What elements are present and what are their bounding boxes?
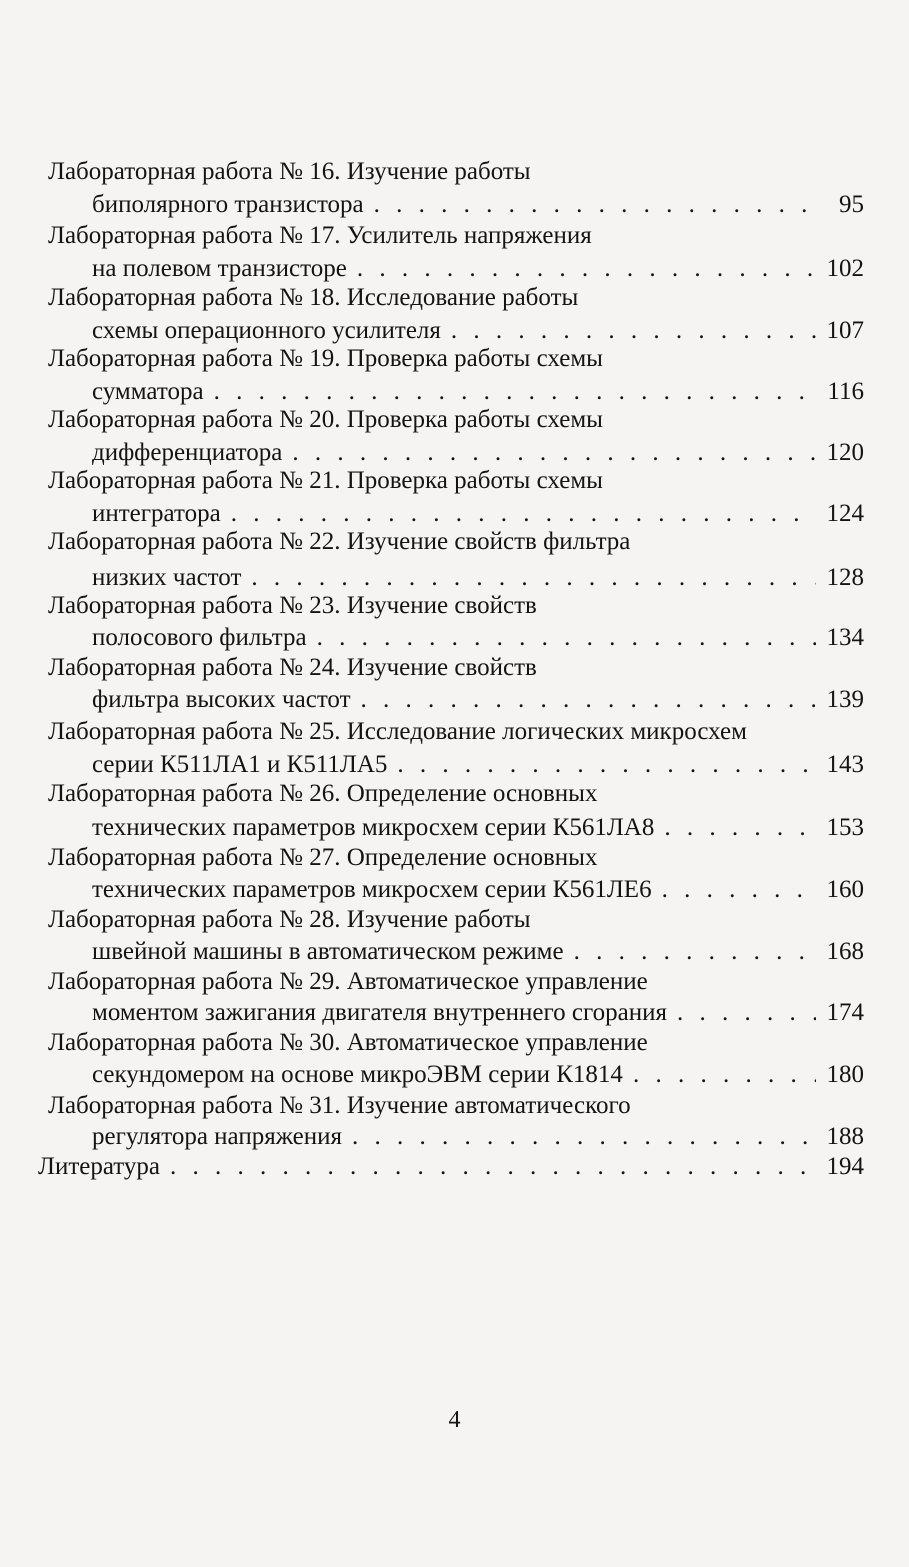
toc-page-number: 102 [826,255,864,282]
toc-page-number: 180 [826,1061,864,1088]
toc-page-number: 153 [826,814,864,841]
toc-entry-continuation [92,813,864,843]
toc-entry-continuation [92,316,864,346]
toc-entry-subtitle: биполярного транзистора [92,191,364,218]
toc-entry-literature [38,1152,864,1182]
dot-leader [374,190,816,220]
dot-leader [357,254,816,284]
toc-entry-title: Лабораторная работа № 16. Изучение работы [48,158,531,185]
dot-leader [574,937,816,967]
toc-entry-title: Лабораторная работа № 27. Определение основных [48,844,598,871]
toc-entry-title: Лабораторная работа № 19. Проверка работы схемы [48,345,603,372]
toc-entry-title: Лабораторная работа № 21. Проверка работы схемы [48,467,603,494]
toc-entry-continuation [92,937,864,967]
toc-entry-subtitle: низких частот [92,564,242,591]
toc-entry-continuation [92,685,864,715]
dot-leader [292,438,816,468]
toc-entry-subtitle: регулятора напряжения [92,1123,342,1150]
dot-leader [251,563,816,593]
toc-entry-subtitle: интегратора [92,500,221,527]
toc-entry-title: Лабораторная работа № 30. Автоматическое управление [48,1029,648,1056]
toc-entry-title: Лабораторная работа № 26. Определение основных [48,780,598,807]
toc-entry-subtitle: технических параметров микросхем серии К561ЛЕ6 [92,876,652,903]
toc-entry-subtitle: серии К511ЛА1 и К511ЛА5 [92,751,388,778]
toc-page-number: 160 [826,876,864,903]
dot-leader [361,685,816,715]
toc-entry-continuation [92,438,864,468]
toc-entry-subtitle: швейной машины в автоматическом режиме [92,938,564,965]
toc-entry-subtitle: сумматора [92,378,204,405]
toc-entry-continuation [92,1060,864,1090]
toc-entry-subtitle: технических параметров микросхем серии К561ЛА8 [92,814,655,841]
toc-page-number: 116 [827,378,864,405]
toc-page-number: 95 [839,191,864,218]
toc-entry-subtitle: дифференциатора [92,439,283,466]
toc-entry-title: Лабораторная работа № 31. Изучение автоматического [48,1092,631,1119]
toc-entry-continuation [92,998,864,1028]
toc-entry-continuation [92,1122,864,1152]
toc-page-number: 124 [826,500,864,527]
toc-entry-continuation [92,750,864,780]
toc-entry-title: Лабораторная работа № 29. Автоматическое управление [48,968,648,995]
toc-page-number: 134 [826,624,864,651]
toc-entry-title: Лабораторная работа № 24. Изучение свойств [48,654,537,681]
toc-page-number: 168 [826,938,864,965]
literature-page-number: 194 [826,1153,864,1180]
toc-entry-subtitle: фильтра высоких частот [92,686,351,713]
toc-entry-title: Лабораторная работа № 20. Проверка работы схемы [48,406,603,433]
toc-entry-continuation [92,377,864,407]
toc-entry-subtitle: схемы операционного усилителя [92,317,441,344]
dot-leader [451,316,816,346]
toc-entry-continuation [92,875,864,905]
toc-page-number: 174 [826,999,864,1026]
toc-page-number: 120 [826,439,864,466]
dot-leader [317,623,816,653]
toc-entry-continuation [92,190,864,220]
dot-leader [231,499,816,529]
toc-page-number: 188 [826,1123,864,1150]
dot-leader [633,1060,816,1090]
toc-entry-title: Лабораторная работа № 23. Изучение свойств [48,592,537,619]
toc-page-number: 128 [826,564,864,591]
toc-entry-subtitle: моментом зажигания двигателя внутреннего сгорания [92,999,667,1026]
literature-label: Литература [38,1153,160,1180]
toc-entry-title: Лабораторная работа № 25. Исследование логических микросхем [48,718,747,745]
dot-leader [352,1122,816,1152]
dot-leader [170,1152,816,1182]
toc-entry-continuation [92,563,864,593]
toc-page-number: 143 [826,751,864,778]
toc-entry-title: Лабораторная работа № 18. Исследование работы [48,284,579,311]
toc-entry-title: Лабораторная работа № 22. Изучение свойств фильтра [48,528,631,555]
toc-entry-title: Лабораторная работа № 28. Изучение работы [48,906,531,933]
dot-leader [664,813,816,843]
dot-leader [397,750,816,780]
toc-entry-subtitle: секундомером на основе микроЭВМ серии К1814 [92,1061,623,1088]
toc-entry-continuation [92,623,864,653]
toc-page-number: 107 [826,317,864,344]
dot-leader [662,875,816,905]
toc-entry-continuation [92,254,864,284]
toc-entry-subtitle: полосового фильтра [92,624,307,651]
toc-entry-subtitle: на полевом транзисторе [92,255,347,282]
dot-leader [214,377,816,407]
toc-page-number: 139 [826,686,864,713]
toc-entry-continuation [92,499,864,529]
toc-entry-title: Лабораторная работа № 17. Усилитель напряжения [48,222,592,249]
page-number: 4 [448,1407,461,1433]
dot-leader [677,998,816,1028]
